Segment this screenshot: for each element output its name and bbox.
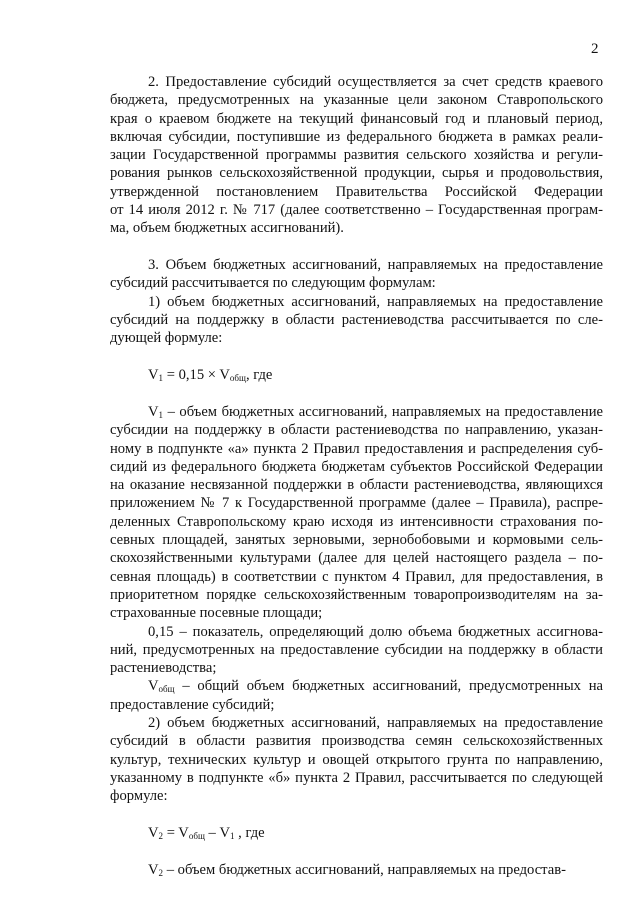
text-line: субсидии на поддержку в области растениеводства по направлению, указан- xyxy=(110,422,603,439)
text-line: предоставление субсидий; xyxy=(110,696,275,713)
text-line: от 14 июля 2012 г. № 717 (далее соответственно – Государственная програм- xyxy=(110,202,603,219)
text-line: ма, объем бюджетных ассигнований). xyxy=(110,220,344,237)
text-line: 2) объем бюджетных ассигнований, направляемых на предоставление xyxy=(148,715,603,731)
text-line: ний, предусмотренных на предоставление субсидии на поддержку в области xyxy=(110,641,603,658)
text-line: севная площадь) в соответствии с пунктом 4 Правил, для предоставления, в xyxy=(110,568,603,585)
text-line: формуле: xyxy=(110,788,168,805)
section-3-intro xyxy=(110,256,603,293)
text-line: приоритетном порядке сельскохозяйственным товаропроизводителям на за- xyxy=(110,586,603,603)
text-line: 2. Предоставление субсидий осуществляется за счет средств краевого xyxy=(148,74,603,90)
text-line: 0,15 – показатель, определяющий долю объема бюджетных ассигнова- xyxy=(148,623,603,640)
text-line: субсидий на поддержку в области растениеводства рассчитывается по сле- xyxy=(110,312,603,329)
coefficient-definition xyxy=(110,623,603,678)
v1-definition xyxy=(110,403,603,623)
text-line: $V_{общ}$ – общий объем бюджетных ассигнований, предусмотренных на xyxy=(148,678,603,695)
text-line: растениеводства; xyxy=(110,660,217,677)
text-line: рования рынков сельскохозяйственной продукции, сырья и продовольствия, xyxy=(110,165,603,182)
text-line: сидий из федерального бюджета бюджетам субъектов Российской Федерации xyxy=(110,458,603,475)
text-line: края о краевом бюджете на текущий финансовый год и плановый период, xyxy=(110,110,603,127)
document-body xyxy=(110,73,603,879)
text-line: 1) объем бюджетных ассигнований, направляемых на предоставление xyxy=(148,293,603,310)
text-line: страхованные посевные площади; xyxy=(110,605,323,622)
formula-v1: $V_1 = 0,15 \times V_{общ}$, где xyxy=(148,367,273,384)
text-line: субсидий в области развития производства семян сельскохозяйственных xyxy=(110,733,603,750)
text-line: на оказание несвязанной поддержки в области растениеводства, являющихся xyxy=(110,477,603,494)
text-line: 3. Объем бюджетных ассигнований, направляемых на предоставление xyxy=(148,257,603,274)
text-line: утвержденной постановлением Правительства Российской Федерации xyxy=(110,183,603,200)
vobsh-definition xyxy=(110,677,603,714)
text-line: приложением № 7 к Государственной программе (далее – Правила), распре- xyxy=(110,495,603,512)
page-number: 2 xyxy=(591,41,599,57)
text-line: зации Государственной программы развития сельского хозяйства и регули- xyxy=(110,147,603,164)
text-line: субсидий рассчитывается по следующим формулам: xyxy=(110,275,436,292)
v2-definition xyxy=(110,861,603,879)
text-line: $V_1$ – объем бюджетных ассигнований, направляемых на предоставление xyxy=(148,403,603,420)
text-line: бюджета, предусмотренных на указанные цели законом Ставропольского xyxy=(110,92,603,109)
text-line: деленных Ставропольскому краю исходя из интенсивности страхования по- xyxy=(110,513,603,530)
text-line: $V_2$ – объем бюджетных ассигнований, направляемых на предостав- xyxy=(148,861,566,878)
item-1-paragraph xyxy=(110,293,603,348)
text-line: включая субсидии, поступившие из федерального бюджета в рамках реали- xyxy=(110,128,603,145)
text-line: севных площадей, занятых зерновыми, зернобобовыми и кормовыми сель- xyxy=(110,532,603,549)
section-2-paragraph xyxy=(110,73,603,238)
text-line: указанному в подпункте «б» пункта 2 Правил, рассчитывается по следующей xyxy=(110,769,603,786)
item-2-paragraph xyxy=(110,714,603,805)
text-line: дующей формуле: xyxy=(110,330,223,347)
text-line: ному в подпункте «а» пункта 2 Правил предоставления и распределения суб- xyxy=(110,440,603,457)
formula-v2: $V_2 = V_{общ} - V_1$ , где xyxy=(148,824,265,841)
text-line: скохозяйственными культурами (далее для целей настоящего раздела – по- xyxy=(110,550,603,567)
text-line: культур, технических культур и овощей открытого грунта по направлению, xyxy=(110,751,603,768)
